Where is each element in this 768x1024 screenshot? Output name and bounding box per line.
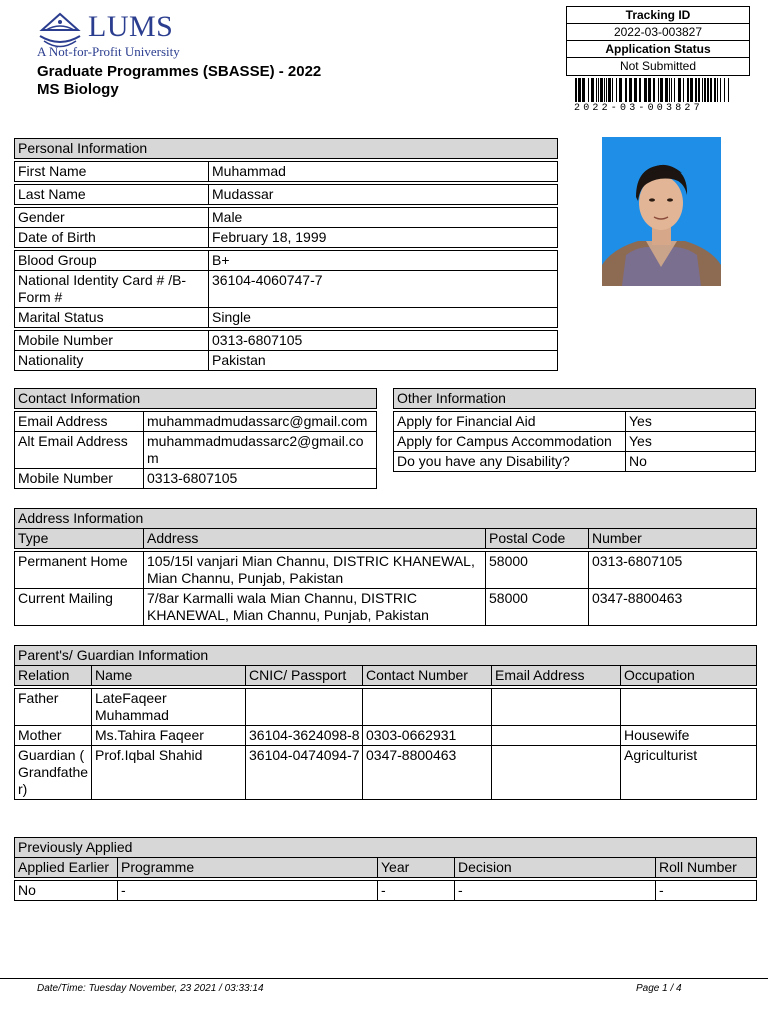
table-row xyxy=(15,881,757,901)
table-row xyxy=(15,351,558,371)
guardian-information-heading: Parent's/ Guardian Information xyxy=(15,646,757,666)
table-row xyxy=(15,552,757,589)
column-header: Roll Number xyxy=(656,858,757,878)
field-label: Email Address xyxy=(15,412,144,432)
barcode-text: 2022-03-003827 xyxy=(574,103,703,114)
field-value: Pakistan xyxy=(209,351,558,371)
table-row xyxy=(394,452,756,472)
column-header: Programme xyxy=(118,858,378,878)
table-cell: 0303-0662931 xyxy=(363,726,492,746)
guardian-information-table xyxy=(14,645,757,800)
table-cell: 36104-0474094-7 xyxy=(246,746,363,800)
table-cell: 7/8ar Karmalli wala Mian Channu, DISTRIC KHANEWAL, Mian Channu, Punjab, Pakistan xyxy=(144,589,486,626)
table-cell: 58000 xyxy=(486,552,589,589)
column-header: Address xyxy=(144,529,486,549)
field-value: muhammadmudassarc2@gmail.com xyxy=(144,432,377,469)
column-header: CNIC/ Passport xyxy=(246,666,363,686)
field-value: Mudassar xyxy=(209,185,558,205)
column-header: Type xyxy=(15,529,144,549)
application-status-value: Not Submitted xyxy=(619,59,697,73)
field-label: Blood Group xyxy=(15,251,209,271)
barcode xyxy=(575,78,747,102)
field-value: No xyxy=(626,452,756,472)
table-row xyxy=(15,726,757,746)
table-cell xyxy=(492,726,621,746)
table-cell: 58000 xyxy=(486,589,589,626)
table-cell: No xyxy=(15,881,118,901)
field-label: Marital Status xyxy=(15,308,209,328)
field-label: Do you have any Disability? xyxy=(394,452,626,472)
table-cell: Father xyxy=(15,689,92,726)
column-header: Year xyxy=(378,858,455,878)
table-cell: 0347-8800463 xyxy=(589,589,757,626)
table-row xyxy=(15,589,757,626)
table-cell: - xyxy=(656,881,757,901)
field-label: Apply for Financial Aid xyxy=(394,412,626,432)
table-cell: Current Mailing xyxy=(15,589,144,626)
field-value: 0313-6807105 xyxy=(144,469,377,489)
table-cell xyxy=(492,746,621,800)
table-row xyxy=(394,412,756,432)
field-label: Apply for Campus Accommodation xyxy=(394,432,626,452)
table-cell: LateFaqeer Muhammad xyxy=(92,689,246,726)
field-value: Yes xyxy=(626,412,756,432)
table-row xyxy=(15,271,558,308)
table-row xyxy=(15,412,377,432)
address-information-table xyxy=(14,508,757,626)
table-row xyxy=(15,308,558,328)
university-name-logo: LUMS xyxy=(88,10,174,43)
programme-title: Graduate Programmes (SBASSE) - 2022 xyxy=(37,63,322,80)
field-label: Nationality xyxy=(15,351,209,371)
print-datetime: Date/Time: Tuesday November, 23 2021 / 03:33:14 xyxy=(37,983,264,994)
table-cell: 0347-8800463 xyxy=(363,746,492,800)
field-value: Muhammad xyxy=(209,162,558,182)
table-row xyxy=(15,689,757,726)
degree-title: MS Biology xyxy=(37,81,119,98)
field-value: Yes xyxy=(626,432,756,452)
table-cell: 0313-6807105 xyxy=(589,552,757,589)
tracking-id-value: 2022-03-003827 xyxy=(567,24,749,41)
table-row xyxy=(394,432,756,452)
table-cell: Housewife xyxy=(621,726,757,746)
personal-information-table xyxy=(14,138,558,371)
field-value: B+ xyxy=(209,251,558,271)
tracking-id-label: Tracking ID xyxy=(567,7,749,24)
table-row xyxy=(15,469,377,489)
column-header: Postal Code xyxy=(486,529,589,549)
table-row xyxy=(15,162,558,182)
field-value: 36104-4060747-7 xyxy=(209,271,558,308)
field-value: Single xyxy=(209,308,558,328)
field-label: National Identity Card # /B-Form # xyxy=(15,271,209,308)
other-information-table xyxy=(393,388,756,472)
table-cell: - xyxy=(378,881,455,901)
table-cell: Ms.Tahira Faqeer xyxy=(92,726,246,746)
table-cell xyxy=(363,689,492,726)
other-information-heading: Other Information xyxy=(394,389,756,409)
footer-divider xyxy=(0,978,768,979)
table-row xyxy=(15,185,558,205)
field-label: Last Name xyxy=(15,185,209,205)
column-header-row xyxy=(15,666,757,686)
table-cell: 105/15l vanjari Mian Channu, DISTRIC KHANEWAL, Mian Channu, Punjab, Pakistan xyxy=(144,552,486,589)
personal-information-heading: Personal Information xyxy=(15,139,558,159)
table-cell xyxy=(246,689,363,726)
contact-information-table xyxy=(14,388,377,489)
column-header: Name xyxy=(92,666,246,686)
field-label: First Name xyxy=(15,162,209,182)
table-row xyxy=(15,746,757,800)
previously-applied-table xyxy=(14,837,757,901)
table-cell xyxy=(621,689,757,726)
table-cell: 36104-3624098-8 xyxy=(246,726,363,746)
university-tagline: A Not-for-Profit University xyxy=(37,44,180,59)
field-value: muhammadmudassarc@gmail.com xyxy=(144,412,377,432)
previously-applied-heading: Previously Applied xyxy=(15,838,757,858)
field-label: Alt Email Address xyxy=(15,432,144,469)
tracking-box xyxy=(566,6,750,76)
field-label: Gender xyxy=(15,208,209,228)
column-header: Decision xyxy=(455,858,656,878)
column-header-row xyxy=(15,858,757,878)
column-header: Relation xyxy=(15,666,92,686)
table-row xyxy=(15,228,558,248)
application-status-label: Application Status xyxy=(567,41,749,58)
table-row xyxy=(15,331,558,351)
table-cell: - xyxy=(455,881,656,901)
column-header: Number xyxy=(589,529,757,549)
address-information-heading: Address Information xyxy=(15,509,757,529)
table-cell: Agriculturist xyxy=(621,746,757,800)
column-header: Applied Earlier xyxy=(15,858,118,878)
column-header: Occupation xyxy=(621,666,757,686)
page-number: Page 1 / 4 xyxy=(636,983,682,994)
table-row xyxy=(15,208,558,228)
table-row xyxy=(15,251,558,271)
column-header: Email Address xyxy=(492,666,621,686)
field-label: Mobile Number xyxy=(15,331,209,351)
table-cell: Permanent Home xyxy=(15,552,144,589)
field-label: Date of Birth xyxy=(15,228,209,248)
table-cell: - xyxy=(118,881,378,901)
field-value: Male xyxy=(209,208,558,228)
contact-information-heading: Contact Information xyxy=(15,389,377,409)
column-header: Contact Number xyxy=(363,666,492,686)
field-label: Mobile Number xyxy=(15,469,144,489)
table-cell: Prof.Iqbal Shahid xyxy=(92,746,246,800)
table-cell: Guardian ( Grandfather) xyxy=(15,746,92,800)
table-cell: Mother xyxy=(15,726,92,746)
table-row xyxy=(15,432,377,469)
field-value: 0313-6807105 xyxy=(209,331,558,351)
applicant-photo xyxy=(602,137,721,286)
column-header-row xyxy=(15,529,757,549)
field-value: February 18, 1999 xyxy=(209,228,558,248)
table-cell xyxy=(492,689,621,726)
